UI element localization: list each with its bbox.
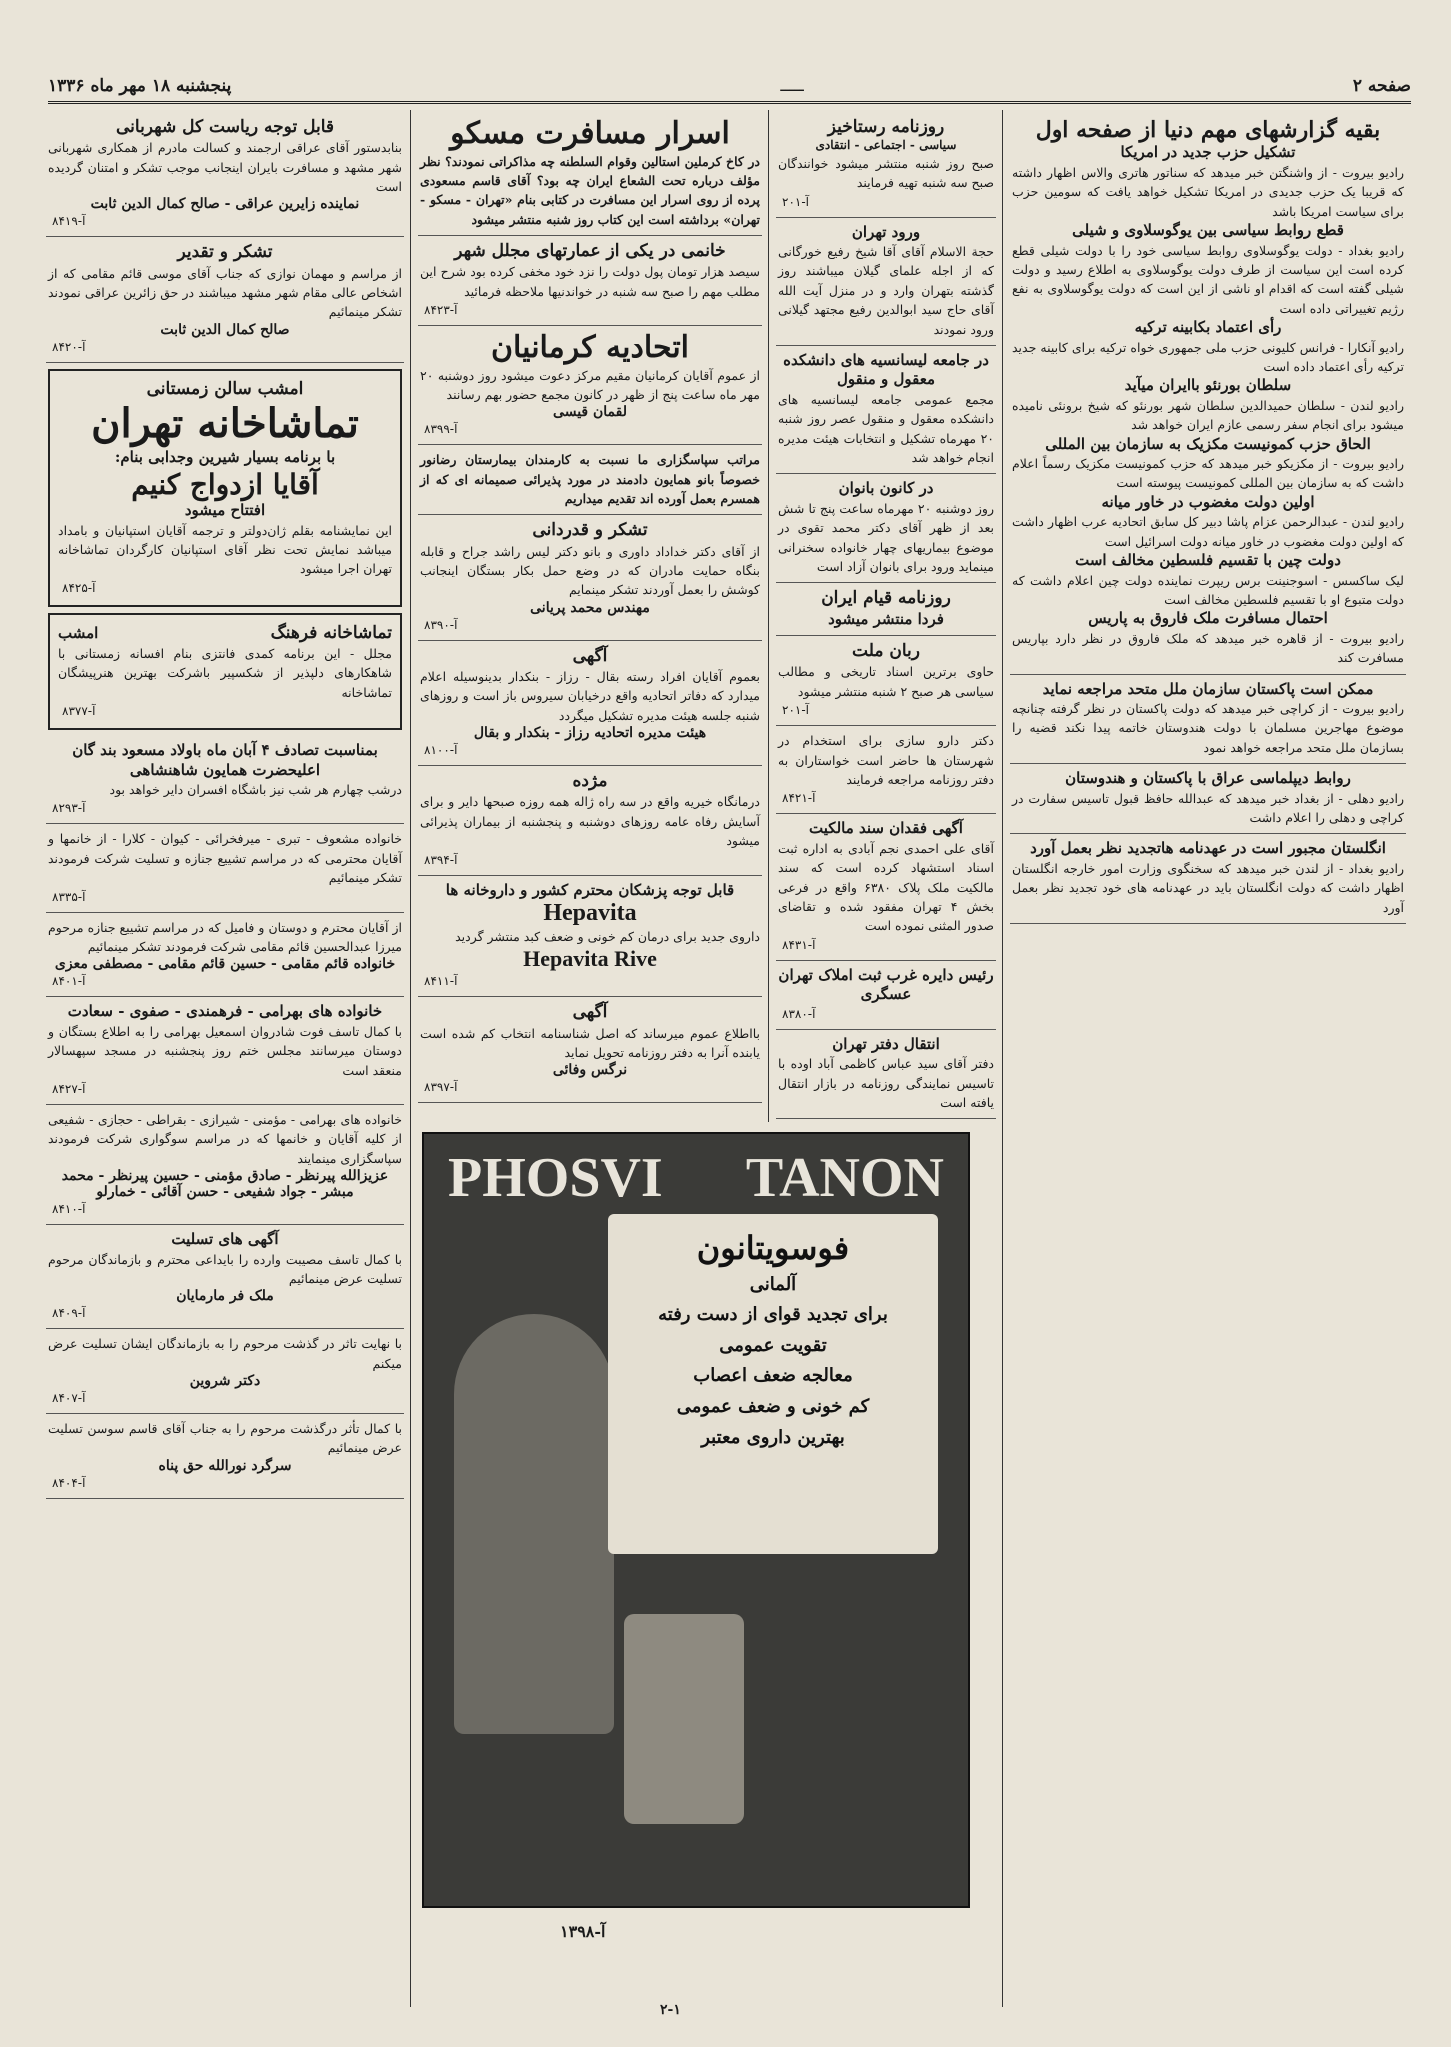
notice-body: حجة الاسلام آقای آقا شیخ رفیع خورگانی که از اجله علمای گیلان میباشند روز گذشته بتهران وارد و در منزل آیت الله آقای حاج سید ابوالدین رفیع مجتهد گیلانی ورود نمودند [778,244,994,337]
article-body: رادیو بیروت - از کراچی خبر میدهد که دولت پاکستان در نظر گرفته چنانچه موضوع مهاجرین مسلمان با دولت هندوستان خاتمه پیدا نکند قضیه را بسازمان ملل متحد مراجعه خواهد نمود [1012,701,1404,755]
ad-code: آ-۸۴۱۱ [424,974,458,989]
notice-condolence [46,824,404,912]
ad-top: امشب سالن زمستانی [146,378,304,399]
ad-code: آ-۲۰۱ [782,194,810,209]
notice-lost-id [418,997,762,1103]
notice-body: دکتر دارو سازی برای استخدام در شهرستان ها حاضر است خواستاران به دفتر روزنامه مراجعه فرمایند [778,733,994,787]
notice-title: مژده [572,771,608,792]
product-name: فوسویتانون [696,1229,850,1267]
notice-families-thanks [46,1105,404,1225]
notice-body: با کمال تأثر درگذشت مرحوم را به جناب آقای قاسم سوسن تسلیت عرض مینمائیم [48,1421,402,1456]
ad-code: آ-۸۴۱۹ [52,214,86,229]
article-body: رادیو دهلی - از بغداد خبر میدهد که عبدالله حافظ قبول تاسیس سفارت در کراچی و دهلی را اعلام داشت [1012,790,1404,826]
column-rule [410,110,411,2007]
ad-phosvitanon [422,1132,970,1908]
signature: نماینده زایرین عراقی - صالح کمال الدین ثابت [90,196,360,213]
notice-body: از مراسم و مهمان نوازی که جناب آقای موسی قائم مقامی که از اشخاص عالی مقام شهر مشهد میباشند در حق زائرین عراقی نمودند تشکر مینمائیم [48,265,402,320]
subheading: احتمال مسافرت ملک فاروق به پاریس [1088,609,1328,628]
notice-rastakhiz [776,112,996,218]
notice-body: درشب چهارم هر شب نیز باشگاه افسران دایر خواهد بود [109,782,402,798]
article-body: رادیو بغداد - از لندن خبر میدهد که سخنگوی وزارت امور خارجه انگلستان اظهار داشت که دولت انگلستان باید در عهدنامه های خود تجدید نظر بعمل آورد [1012,860,1404,915]
notice-office-move [776,1030,996,1120]
notice-body: از آقایان محترم و دوستان و فامیل که در مراسم تشییع جنازه مرحوم میرزا عبدالحسین قائم مقامی شرکت فرمودند تشکر مینمائیم [48,919,402,954]
subheading: سلطان بورنئو باایران میآید [1124,376,1292,395]
notice-body: با کمال تاسف فوت شادروان اسمعیل بهرامی را به اطلاع بستگان و دوستان میرسانند مجلس ختم روز پنجشنبه در مسجد سپهسالار منعقد است [48,1023,402,1078]
notice-body: صبح روز شنبه منتشر میشود خوانندگان صبح سه شنبه تهیه فرمایند [778,155,994,191]
article-title: ممکن است پاکستان سازمان ملل متحد مراجعه نماید [1042,679,1374,698]
notice-title: تشکر و قدردانی [532,520,648,541]
product-origin: آلمانی [749,1273,797,1295]
notice-body: از آقای دکتر خداداد داوری و بانو دکتر لیس راشد جراح و قابله بنگاه حمایت مادران که در وضع حمل بکار بستگان اینجانب کوشش را بعمل آوردند تشکر مینمایم [420,543,760,598]
subheading: قطع روابط سیاسی بین یوگوسلاوی و شیلی [1072,221,1344,240]
subheading: اولین دولت مغضوب در خاور میانه [1101,492,1315,511]
ad-code: آ-۸۴۰۴ [52,1475,86,1490]
subheading: دولت چین با تقسیم فلسطین مخالف است [1075,551,1341,570]
article-pakistan-un [1010,675,1406,765]
notice-title: آگهی های تسلیت [171,1230,279,1249]
notice-body: آقای علی احمدی نجم آبادی به اداره ثبت اسناد استشهاد کرده است که سند مالکیت ملک پلاک ۶۳۸۰ واقع در فرعی بخش ۴ تهران مفقود شده و تقاضای صدور المثنی نموده است [778,840,994,934]
notice-families [46,997,404,1105]
header-divider: ـــــ [780,76,804,95]
ad-line: معالجه ضعف اعصاب [693,1365,853,1387]
article-body: رادیو آنکارا - فرانس کلیونی حزب ملی جمهوری خواه ترکیه برای کابینه جدید ترکیه رأی اعتماد داده است [1012,339,1404,374]
notice-qiyam-iran [776,583,996,636]
ad-code: آ-۸۳۹۹ [424,422,458,437]
ad-theater-farhang [48,613,402,730]
signature: نرگس وفائی [552,1062,628,1079]
notice-zaban-mellat [776,636,996,726]
article-body: لیک ساکسس - اسوجنینت برس ریپرت نماینده دولت چین اعلام داشت که دولت متبوع او با تقسیم فلسطین مخالف است [1012,572,1404,607]
ad-code: آ-۸۴۲۱ [782,791,816,806]
ad-code: آ-۸۳۳۵ [52,889,86,904]
notice-thanks [46,237,404,362]
notice-title: روزنامه قیام ایران [821,588,951,609]
notice-thanks-doctors [418,515,762,640]
ad-code: آ-۸۴۲۰ [52,339,86,354]
ad-line: بهترین داروی معتبر [701,1426,845,1448]
article-iraq-relations [1010,764,1406,834]
signature: صالح کمال الدین ثابت [160,321,290,338]
ad-word-right: TANON [745,1147,944,1209]
ad-code: آ-۸۴۰۱ [52,974,86,989]
notice-body: بعموم آقایان افراد رسته بقال - رزاز - بنکدار بدینوسیله اعلام میدارد که دفاتر اتحادیه واقع درخیابان سیروس باز است و روزهای شنبه جلسه هیئت مدیره تشکیل میگردد [420,669,760,723]
notice-condolence [46,913,404,998]
notice-title: در جامعه لیسانسیه های دانشکده معقول و منقول [783,350,989,389]
page-header [48,70,1411,104]
ad-code: آ-۸۱۰۰ [424,743,458,758]
ad-code: آ-۸۳۹۷ [424,1080,458,1095]
ad-title: تماشاخانه تهران [91,400,359,447]
ad-body: مجلل - این برنامه کمدی فانتزی بنام افسانه زمستانی با شاهکارهای دلپذیر از شکسپیر باشرکت بهترین هنرپیشگان تماشاخانه [58,645,392,700]
ad-code: آ-۸۴۲۵ [62,580,96,595]
notice-police [46,112,404,237]
ad-code: آ-۸۴۳۱ [782,937,816,952]
article-title: اسرار مسافرت مسکو [450,116,730,151]
notice-title: رئیس دایره غرب ثبت املاک تهران عسگری [778,965,994,1004]
ad-opening: افتتاح میشود [184,501,266,520]
notice-clinic [418,766,762,875]
product-name: Hepavita [543,900,637,926]
notice-registry [776,961,996,1030]
notice-hospital-thanks [418,445,762,515]
signature: عزیزالله پیرنظر - صادق مؤمنی - حسین پیرنظر - محمد مبشر - جواد شفیعی - حسن آقائی - خمارلو [61,1168,389,1201]
ad-tonight: امشب [58,623,99,642]
notice-body: با نهایت تاثر در گذشت مرحوم را به بازماندگان ایشان تسلیت عرض میکنم [48,1336,402,1371]
notice-body: از عموم آقایان کرمانیان مقیم مرکز دعوت میشود روز دوشنبه ۲۰ مهر ماه ساعت پنج از ظهر در کانون مجمع حضور بهم رسانند [420,367,760,402]
article-body: رادیو بغداد - دولت یوگوسلاوی روابط سیاسی خود را با دولت شیلی قطع کرده است این سیاست از طرف دولت یوگوسلاوی به اطلاع رسید و دولت شیلی گفته است که اقدام او ناشی از این است که دولت یوگوسلاوی به نفع رژیم تغییراتی داده است [1012,242,1404,316]
column-rule [1002,110,1003,2007]
notice-body: دفتر آقای سید عباس کاظمی آباد اوده با تاسیس نمایندگی روزنامه در بازار انتقال یافته است [778,1056,994,1110]
article-title: خانمی در یکی از عمارتهای مجلل شهر [454,241,726,261]
signature: مهندس محمد پریانی [530,599,650,616]
ad-hepavita [418,876,762,998]
ad-title: تماشاخانه فرهنگ [270,622,392,643]
notice-lost-deed [776,814,996,960]
issue-date: پنجشنبه ۱۸ مهر ماه ۱۳۳۶ [48,75,232,96]
article-moscow-secrets [418,112,762,236]
notice-women-center [776,474,996,583]
article-body: سیصد هزار تومان پول دولت را نزد خود مخفی کرده بود شرح این مطلب مهم را صبح سه شنبه در خواندنیها ملاحظه فرمائید [420,264,760,299]
subheading: رأی اعتماد بکابینه ترکیه [1134,318,1282,337]
notice-body: خانواده های بهرامی - مؤمنی - شیرازی - بقراطی - حجازی - شفیعی از کلیه آقایان و خانمها که در مراسم سوگواری شرکت فرمودند سپاسگزاری مینمایند [48,1111,402,1166]
ad-code: آ-۸۴۱۰ [52,1202,86,1217]
ad-body: داروی جدید برای درمان کم خونی و ضعف کبد منتشر گردید [455,929,760,944]
product-name: Hepavita Rive [523,946,657,972]
ad-code: آ-۸۴۰۷ [52,1391,86,1406]
notice-title: آگهی فقدان سند مالکیت [809,819,963,838]
notice-title: تشکر و تقدیر [177,242,273,263]
notice-kermanian-union [418,326,762,445]
notice-officers-club [46,736,404,824]
ad-code: آ-۸۴۲۷ [52,1081,86,1096]
article-body: در کاخ کرملین استالین وقوام السلطنه چه مذاکراتی نمودند؟ نظر مؤلف درباره تحت الشعاع ایران چه بود؟ آقای قاسم مسعودی پرده از روی اسرار این مسافرت در کتابی بنام «تهران - مسکو - تهران» برداشته است این کتاب روز شنبه منتشر میشود [420,153,760,227]
notice-pharmacist [776,726,996,814]
notice-title: آگهی [572,1002,608,1023]
notice-body: بنابدستور آقای عراقی ارجمند و کسالت مادرم از همکاری شهربانی شهر مشهد و مسافرت بایران اینجانب موجب تشکر و امتنان گردیده است [48,140,402,194]
article-body: رادیو لندن - سلطان حمیدالدین سلطان شهر بورنئو که شیخ برونئی نامیده میشود برای انجام سفر رسمی عازم ایران خواهد شد [1012,397,1404,433]
notice-body: بااطلاع عموم میرساند که اصل شناسنامه انتخاب کم شده است یابنده آنرا به دفتر روزنامه تحویل نماید [420,1025,760,1060]
notice-subtitle: سیاسی - اجتماعی - انتقادی [815,138,957,153]
notice-title: روزنامه رستاخیز [827,117,945,137]
ad-code: آ-۸۳۹۰ [424,617,458,632]
signature: سرگرد نورالله حق پناه [158,1457,292,1474]
article-body: رادیو لندن - عبدالرحمن عزام پاشا دبیر کل سابق اتحادیه عرب اظهار داشت که اولین دولت مغضوب در خاور میانه دولت اسرائیل است [1012,514,1404,549]
notice-body: مراتب سپاسگزاری ما نسبت به کارمندان بیمارستان رضانور خصوصاً بانو همایون دادمند در مورد پذیرائی صمیمانه ای که از همسرم بعمل آورده اند تقدیم میداریم [420,452,760,506]
notice-title: در کانون بانوان [838,479,934,498]
article-england-treaties [1010,834,1406,924]
bottle-illustration [624,1614,744,1824]
article-title: انگلستان مجبور است در عهدنامه هاتجدید نظر بعمل آورد [1030,839,1386,858]
ad-code: آ-۸۳۸۰ [782,1006,816,1021]
notice-sympathy [46,1225,404,1329]
column-center [412,110,768,1122]
article-title: روابط دیپلماسی عراق با پاکستان و هندوستان [1065,769,1351,788]
subheading: تشکیل حزب جدید در امریکا [1120,143,1296,162]
column-world-news [1004,110,1412,2007]
notice-title: اتحادیه کرمانیان [490,330,690,365]
ad-word-left: PHOSVI [448,1147,663,1209]
notice-body: خانواده مشعوف - تبری - میرفخرائی - کیوان - کلارا - از خانمها و آقایان محترمی که در مراسم تشییع جنازه و تسلیت شرکت فرمودند تشکر مینمائیم [48,831,402,886]
notice-title: خانواده های بهرامی - فرهمندی - صفوی - سعادت [67,1002,383,1021]
ad-subtitle: با برنامه بسیار شیرین وجدابی بنام: [114,448,336,466]
notice-arrival [776,218,996,346]
signature: لقمان قیسی [553,404,627,421]
ad-code: آ-۲۰۱ [782,703,810,718]
notice-title: انتقال دفتر تهران [832,1034,940,1053]
ad-code: آ-۸۲۹۳ [52,801,86,816]
notice-subtitle: فردا منتشر میشود [828,609,944,628]
article-body: رادیو بیروت - از واشنگتن خبر میدهد که سناتور هاتری والاس اظهار داشته که قریبا یک حزب جدیدی در امریکا تشکیل خواهد یافت که سومین حزب برای سیاست امریکا باشد [1012,164,1404,219]
signature: هیئت مدیره اتحادیه رزاز - بنکدار و بقال [473,725,707,742]
column-classifieds [40,110,410,2007]
notice-title: ورود تهران [851,222,921,241]
ad-body: این نمایشنامه بقلم ژان‌دولتر و ترجمه آقایان استپانیان و بامداد میباشد نمایش تحت نظر آقای استپانیان کارگردان تماشاخانه تهران اجرا میشود [58,522,392,577]
page-label: صفحه ۲ [1352,75,1411,96]
notice-title: قابل توجه ریاست کل شهربانی [115,117,335,137]
doctor-illustration [454,1314,614,1734]
notice-body: حاوی برترین اسناد تاریخی و مطالب سیاسی هر صبح ۲ شنبه منتشر میشود [778,664,994,699]
notice-body: درمانگاه خیریه واقع در سه راه ژاله همه روزه صبحها دایر و برای آسایش رفاه عامه روزهای دوشنبه و پنجشنبه از بیماران پذیرائی میشود [420,794,760,849]
signature: ملک فر مارمایان [176,1288,274,1305]
ad-code: آ-۸۴۲۳ [424,303,458,317]
notice-body: مجمع عمومی جامعه لیسانسیه های دانشکده معقول و منقول عصر روز شنبه ۲۰ مهرماه تشکیل و انتخابات هیئت مدیره انجام خواهد شد [778,391,994,466]
notice-sympathy [46,1414,404,1499]
article-world-roundup [1010,112,1406,675]
article-body: رادیو بیروت - از قاهره خبر میدهد که ملک فاروق در نظر دارد بپاریس مسافرت کند [1012,630,1404,666]
notice-title: ربان ملت [852,641,920,662]
notice-body: روز دوشنبه ۲۰ مهرماه ساعت پنج تا شش بعد از ظهر آقای دکتر محمد تقوی در موضوع بیماریهای چهار خانواده سخنرانی مینماید ورود برای بانوان آزاد است [778,500,994,575]
notice-title: بمناسبت تصادف ۴ آبان ماه باولاد مسعود بند گان اعلیحضرت همایون شاهنشاهی [72,741,378,779]
article-title: بقیه گزارشهای مهم دنیا از صفحه اول [1035,117,1381,143]
footer-page: ۲-۱ [660,2002,681,2018]
ad-theater-tehran [48,369,402,607]
ad-code: آ-۸۳۷۷ [62,704,96,719]
column-rule [768,110,769,1122]
ad-code: آ-۸۴۰۹ [52,1306,86,1321]
article-body: رادیو بیروت - از مکزیکو خبر میدهد که حزب کمونیست مکزیک رسماً اعلام داشت که به سازمان بین المللی کمونیست پیوسته است [1012,456,1404,491]
footer-code: آ-۱۳۹۸ [560,1922,606,1941]
column-notices [770,110,1002,1122]
ad-line: برای تجدید قوای از دست رفته [658,1304,888,1326]
article-hidden-money [418,236,762,326]
ad-text-panel [608,1214,938,1554]
subheading: الحاق حزب کمونیست مکزیک به سازمان بین المللی [1045,434,1371,453]
notice-graduates [776,346,996,475]
notice-sympathy [46,1329,404,1414]
notice-body: با کمال تاسف مصیبت وارده را بایداعی محترم و بازماندگان مرحوم تسلیت عرض مینمائیم [48,1251,402,1286]
notice-grocers [418,641,762,766]
notice-title: آگهی [572,645,608,666]
ad-code: آ-۸۳۹۴ [424,852,458,867]
ad-line: کم خونی و ضعف عمومی [676,1395,870,1417]
ad-title: قابل توجه پزشکان محترم کشور و داروخانه ها [445,880,735,899]
signature: خانواده قائم مقامی - حسین قائم مقامی - مصطفی معزی [54,956,396,973]
play-name: آقایا ازدواج کنیم [131,467,319,501]
ad-line: تقویت عمومی [719,1334,827,1356]
signature: دکتر شروین [189,1373,261,1390]
